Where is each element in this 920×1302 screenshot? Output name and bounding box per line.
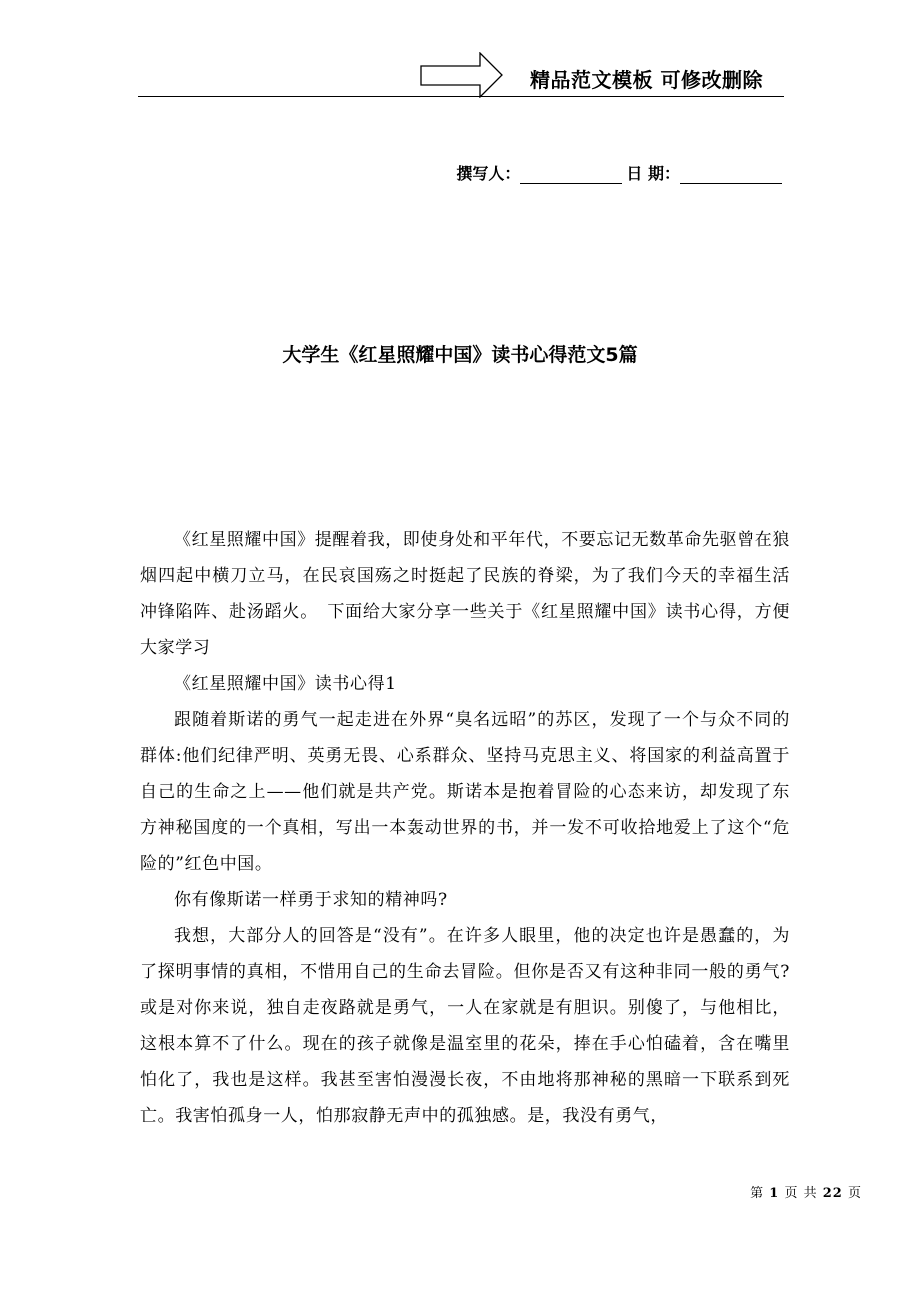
author-date-line (456, 160, 782, 184)
arrow-right-icon (420, 52, 504, 98)
total-pages-number: 22 (822, 1186, 843, 1201)
page-header (0, 0, 920, 100)
page-number-footer (750, 1182, 862, 1201)
intro-paragraph: 《红星照耀中国》提醒着我，即使身处和平年代，不要忘记无数革命先驱曾在狼烟四起中横刀立马，在民哀国殇之时挺起了民族的脊梁，为了我们今天的幸福生活冲锋陷阵、赴汤蹈火。 下面给大家分享一些关于《红星照耀中国》读书心得，方便大家学习 (140, 530, 790, 658)
body-paragraph: 跟随着斯诺的勇气一起走进在外界“臭名远昭”的苏区，发现了一个与众不同的群体:他们纪律严明、英勇无畏、心系群众、坚持马克思主义、将国家的利益高置于自己的生命之上——他们就是共产党。斯诺本是抱着冒险的心态来访，却发现了东方神秘国度的一个真相，写出一本轰动世界的书，并一发不可收拾地爱上了这个“危险的”红色中国。 (140, 710, 790, 874)
document-body (140, 522, 790, 1134)
header-banner-text: 精品范文模板 可修改删除 (530, 68, 763, 92)
document-title: 大学生《红星照耀中国》读书心得范文5篇 (282, 344, 638, 366)
question-paragraph: 你有像斯诺一样勇于求知的精神吗? (174, 890, 448, 910)
footer-middle: 页 共 (784, 1186, 818, 1201)
footer-suffix: 页 (847, 1186, 862, 1201)
date-field[interactable] (680, 165, 782, 184)
body-paragraph: 我想，大部分人的回答是“没有”。在许多人眼里，他的决定也许是愚蠢的，为了探明事情的真相，不惜用自己的生命去冒险。但你是否又有这种非同一般的勇气?或是对你来说，独自走夜路就是勇气，一人在家就是有胆识。别傻了，与他相比，这根本算不了什么。现在的孩子就像是温室里的花朵，捧在手心怕磕着，含在嘴里怕化了，我也是这样。我甚至害怕漫漫长夜，不由地将那神秘的黑暗一下联系到死亡。我害怕孤身一人，怕那寂静无声中的孤独感。是，我没有勇气， (140, 926, 790, 1126)
author-label: 撰写人： (456, 164, 521, 183)
section-heading: 《红星照耀中国》读书心得1 (174, 674, 397, 694)
footer-prefix: 第 (750, 1186, 765, 1201)
header-divider (138, 96, 784, 97)
author-field[interactable] (520, 165, 622, 184)
date-label: 日 期： (626, 164, 680, 183)
current-page-number: 1 (769, 1186, 780, 1201)
